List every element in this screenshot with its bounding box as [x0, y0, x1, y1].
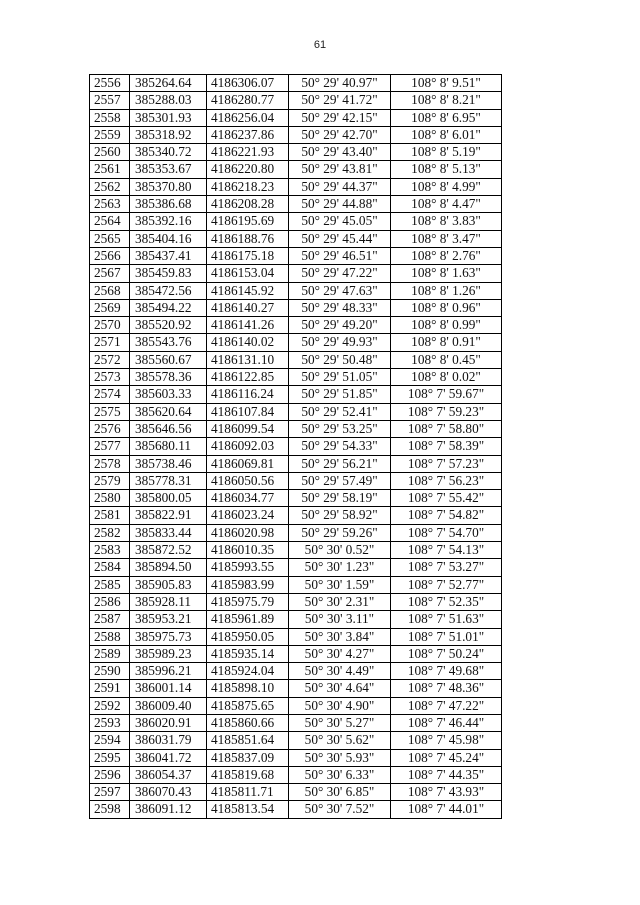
- table-row: [90, 559, 502, 576]
- table-row: [90, 126, 502, 143]
- latitude-cell: 50° 30' 3.11": [289, 611, 391, 628]
- y-coordinate-cell: 4185975.79: [207, 593, 289, 610]
- y-coordinate-cell: 4186131.10: [207, 351, 289, 368]
- latitude-cell: 50° 30' 3.84": [289, 628, 391, 645]
- point-number-cell: 2576: [90, 420, 130, 437]
- longitude-cell: 108° 8' 5.19": [391, 144, 502, 161]
- longitude-cell: 108° 8' 0.96": [391, 299, 502, 316]
- x-coordinate-cell: 385288.03: [130, 92, 207, 109]
- longitude-cell: 108° 8' 0.45": [391, 351, 502, 368]
- table-row: [90, 766, 502, 783]
- point-number-cell: 2567: [90, 265, 130, 282]
- x-coordinate-cell: 385833.44: [130, 524, 207, 541]
- latitude-cell: 50° 30' 5.62": [289, 732, 391, 749]
- point-number-cell: 2591: [90, 680, 130, 697]
- longitude-cell: 108° 7' 46.44": [391, 714, 502, 731]
- point-number-cell: 2563: [90, 196, 130, 213]
- point-number-cell: 2569: [90, 299, 130, 316]
- x-coordinate-cell: 385953.21: [130, 611, 207, 628]
- longitude-cell: 108° 8' 3.83": [391, 213, 502, 230]
- latitude-cell: 50° 30' 4.90": [289, 697, 391, 714]
- x-coordinate-cell: 385386.68: [130, 196, 207, 213]
- x-coordinate-cell: 385370.80: [130, 178, 207, 195]
- x-coordinate-cell: 385800.05: [130, 490, 207, 507]
- latitude-cell: 50° 29' 43.81": [289, 161, 391, 178]
- point-number-cell: 2579: [90, 472, 130, 489]
- x-coordinate-cell: 386020.91: [130, 714, 207, 731]
- x-coordinate-cell: 385989.23: [130, 645, 207, 662]
- longitude-cell: 108° 7' 53.27": [391, 559, 502, 576]
- table-row: [90, 386, 502, 403]
- y-coordinate-cell: 4186020.98: [207, 524, 289, 541]
- table-row: [90, 507, 502, 524]
- y-coordinate-cell: 4185924.04: [207, 663, 289, 680]
- longitude-cell: 108° 8' 0.99": [391, 317, 502, 334]
- x-coordinate-cell: 385494.22: [130, 299, 207, 316]
- latitude-cell: 50° 30' 4.49": [289, 663, 391, 680]
- point-number-cell: 2585: [90, 576, 130, 593]
- point-number-cell: 2588: [90, 628, 130, 645]
- latitude-cell: 50° 30' 4.27": [289, 645, 391, 662]
- x-coordinate-cell: 385738.46: [130, 455, 207, 472]
- longitude-cell: 108° 7' 47.22": [391, 697, 502, 714]
- point-number-cell: 2584: [90, 559, 130, 576]
- point-number-cell: 2574: [90, 386, 130, 403]
- table-row: [90, 611, 502, 628]
- x-coordinate-cell: 385975.73: [130, 628, 207, 645]
- y-coordinate-cell: 4186023.24: [207, 507, 289, 524]
- x-coordinate-cell: 385318.92: [130, 126, 207, 143]
- table-row: [90, 438, 502, 455]
- table-row: [90, 749, 502, 766]
- latitude-cell: 50° 29' 49.20": [289, 317, 391, 334]
- x-coordinate-cell: 386054.37: [130, 766, 207, 783]
- x-coordinate-cell: 385543.76: [130, 334, 207, 351]
- latitude-cell: 50° 29' 56.21": [289, 455, 391, 472]
- y-coordinate-cell: 4186175.18: [207, 247, 289, 264]
- x-coordinate-cell: 385905.83: [130, 576, 207, 593]
- y-coordinate-cell: 4186050.56: [207, 472, 289, 489]
- table-row: [90, 351, 502, 368]
- longitude-cell: 108° 8' 1.63": [391, 265, 502, 282]
- table-row: [90, 576, 502, 593]
- y-coordinate-cell: 4186140.02: [207, 334, 289, 351]
- x-coordinate-cell: 386031.79: [130, 732, 207, 749]
- latitude-cell: 50° 30' 1.23": [289, 559, 391, 576]
- latitude-cell: 50° 29' 52.41": [289, 403, 391, 420]
- latitude-cell: 50° 29' 47.22": [289, 265, 391, 282]
- table-row: [90, 697, 502, 714]
- table-row: [90, 282, 502, 299]
- table-row: [90, 472, 502, 489]
- x-coordinate-cell: 385778.31: [130, 472, 207, 489]
- y-coordinate-cell: 4186218.23: [207, 178, 289, 195]
- latitude-cell: 50° 29' 49.93": [289, 334, 391, 351]
- point-number-cell: 2557: [90, 92, 130, 109]
- longitude-cell: 108° 7' 44.35": [391, 766, 502, 783]
- point-number-cell: 2583: [90, 542, 130, 559]
- y-coordinate-cell: 4186107.84: [207, 403, 289, 420]
- y-coordinate-cell: 4186195.69: [207, 213, 289, 230]
- longitude-cell: 108° 7' 55.42": [391, 490, 502, 507]
- latitude-cell: 50° 29' 54.33": [289, 438, 391, 455]
- longitude-cell: 108° 8' 1.26": [391, 282, 502, 299]
- point-number-cell: 2595: [90, 749, 130, 766]
- table-row: [90, 801, 502, 818]
- point-number-cell: 2596: [90, 766, 130, 783]
- longitude-cell: 108° 7' 59.23": [391, 403, 502, 420]
- latitude-cell: 50° 29' 51.05": [289, 369, 391, 386]
- point-number-cell: 2581: [90, 507, 130, 524]
- x-coordinate-cell: 386001.14: [130, 680, 207, 697]
- table-row: [90, 196, 502, 213]
- x-coordinate-cell: 385560.67: [130, 351, 207, 368]
- y-coordinate-cell: 4185950.05: [207, 628, 289, 645]
- longitude-cell: 108° 7' 45.24": [391, 749, 502, 766]
- x-coordinate-cell: 385680.11: [130, 438, 207, 455]
- latitude-cell: 50° 30' 7.52": [289, 801, 391, 818]
- latitude-cell: 50° 30' 6.85": [289, 784, 391, 801]
- y-coordinate-cell: 4186237.86: [207, 126, 289, 143]
- table-row: [90, 161, 502, 178]
- table-row: [90, 247, 502, 264]
- point-number-cell: 2568: [90, 282, 130, 299]
- latitude-cell: 50° 29' 42.15": [289, 109, 391, 126]
- table-row: [90, 75, 502, 92]
- y-coordinate-cell: 4185935.14: [207, 645, 289, 662]
- y-coordinate-cell: 4186010.35: [207, 542, 289, 559]
- longitude-cell: 108° 8' 8.21": [391, 92, 502, 109]
- table-row: [90, 714, 502, 731]
- y-coordinate-cell: 4186280.77: [207, 92, 289, 109]
- longitude-cell: 108° 7' 50.24": [391, 645, 502, 662]
- x-coordinate-cell: 385603.33: [130, 386, 207, 403]
- point-number-cell: 2582: [90, 524, 130, 541]
- latitude-cell: 50° 29' 40.97": [289, 75, 391, 92]
- longitude-cell: 108° 7' 44.01": [391, 801, 502, 818]
- table-row: [90, 645, 502, 662]
- latitude-cell: 50° 29' 51.85": [289, 386, 391, 403]
- longitude-cell: 108° 7' 43.93": [391, 784, 502, 801]
- latitude-cell: 50° 30' 4.64": [289, 680, 391, 697]
- longitude-cell: 108° 7' 48.36": [391, 680, 502, 697]
- latitude-cell: 50° 29' 47.63": [289, 282, 391, 299]
- y-coordinate-cell: 4185875.65: [207, 697, 289, 714]
- table-row: [90, 455, 502, 472]
- latitude-cell: 50° 29' 42.70": [289, 126, 391, 143]
- point-number-cell: 2580: [90, 490, 130, 507]
- x-coordinate-cell: 385646.56: [130, 420, 207, 437]
- point-number-cell: 2570: [90, 317, 130, 334]
- point-number-cell: 2559: [90, 126, 130, 143]
- table-row: [90, 542, 502, 559]
- table-row: [90, 593, 502, 610]
- table-row: [90, 178, 502, 195]
- latitude-cell: 50° 29' 45.05": [289, 213, 391, 230]
- x-coordinate-cell: 385620.64: [130, 403, 207, 420]
- page-number: 61: [313, 39, 327, 51]
- table-row: [90, 92, 502, 109]
- coordinates-table: [89, 74, 502, 819]
- x-coordinate-cell: 385264.64: [130, 75, 207, 92]
- point-number-cell: 2589: [90, 645, 130, 662]
- latitude-cell: 50° 30' 1.59": [289, 576, 391, 593]
- longitude-cell: 108° 7' 58.80": [391, 420, 502, 437]
- point-number-cell: 2564: [90, 213, 130, 230]
- y-coordinate-cell: 4186145.92: [207, 282, 289, 299]
- y-coordinate-cell: 4185837.09: [207, 749, 289, 766]
- point-number-cell: 2562: [90, 178, 130, 195]
- y-coordinate-cell: 4186116.24: [207, 386, 289, 403]
- point-number-cell: 2598: [90, 801, 130, 818]
- y-coordinate-cell: 4186122.85: [207, 369, 289, 386]
- point-number-cell: 2560: [90, 144, 130, 161]
- point-number-cell: 2586: [90, 593, 130, 610]
- latitude-cell: 50° 30' 6.33": [289, 766, 391, 783]
- table-row: [90, 732, 502, 749]
- latitude-cell: 50° 29' 53.25": [289, 420, 391, 437]
- y-coordinate-cell: 4185819.68: [207, 766, 289, 783]
- point-number-cell: 2573: [90, 369, 130, 386]
- longitude-cell: 108° 8' 2.76": [391, 247, 502, 264]
- longitude-cell: 108° 7' 56.23": [391, 472, 502, 489]
- point-number-cell: 2565: [90, 230, 130, 247]
- longitude-cell: 108° 8' 4.47": [391, 196, 502, 213]
- table-row: [90, 369, 502, 386]
- y-coordinate-cell: 4186306.07: [207, 75, 289, 92]
- x-coordinate-cell: 385459.83: [130, 265, 207, 282]
- longitude-cell: 108° 8' 3.47": [391, 230, 502, 247]
- latitude-cell: 50° 30' 0.52": [289, 542, 391, 559]
- table-row: [90, 109, 502, 126]
- latitude-cell: 50° 29' 48.33": [289, 299, 391, 316]
- latitude-cell: 50° 29' 41.72": [289, 92, 391, 109]
- x-coordinate-cell: 385578.36: [130, 369, 207, 386]
- point-number-cell: 2578: [90, 455, 130, 472]
- x-coordinate-cell: 386070.43: [130, 784, 207, 801]
- point-number-cell: 2594: [90, 732, 130, 749]
- y-coordinate-cell: 4185898.10: [207, 680, 289, 697]
- point-number-cell: 2593: [90, 714, 130, 731]
- longitude-cell: 108° 8' 9.51": [391, 75, 502, 92]
- table-row: [90, 299, 502, 316]
- x-coordinate-cell: 385404.16: [130, 230, 207, 247]
- longitude-cell: 108° 8' 0.91": [391, 334, 502, 351]
- y-coordinate-cell: 4186069.81: [207, 455, 289, 472]
- x-coordinate-cell: 385996.21: [130, 663, 207, 680]
- y-coordinate-cell: 4186208.28: [207, 196, 289, 213]
- x-coordinate-cell: 386041.72: [130, 749, 207, 766]
- longitude-cell: 108° 7' 59.67": [391, 386, 502, 403]
- latitude-cell: 50° 29' 50.48": [289, 351, 391, 368]
- y-coordinate-cell: 4185983.99: [207, 576, 289, 593]
- longitude-cell: 108° 8' 0.02": [391, 369, 502, 386]
- point-number-cell: 2566: [90, 247, 130, 264]
- longitude-cell: 108° 8' 4.99": [391, 178, 502, 195]
- point-number-cell: 2561: [90, 161, 130, 178]
- longitude-cell: 108° 7' 52.35": [391, 593, 502, 610]
- point-number-cell: 2592: [90, 697, 130, 714]
- latitude-cell: 50° 29' 44.37": [289, 178, 391, 195]
- y-coordinate-cell: 4185860.66: [207, 714, 289, 731]
- y-coordinate-cell: 4186221.93: [207, 144, 289, 161]
- x-coordinate-cell: 385872.52: [130, 542, 207, 559]
- table-row: [90, 680, 502, 697]
- y-coordinate-cell: 4186188.76: [207, 230, 289, 247]
- y-coordinate-cell: 4186220.80: [207, 161, 289, 178]
- longitude-cell: 108° 7' 52.77": [391, 576, 502, 593]
- longitude-cell: 108° 7' 49.68": [391, 663, 502, 680]
- y-coordinate-cell: 4185813.54: [207, 801, 289, 818]
- longitude-cell: 108° 7' 57.23": [391, 455, 502, 472]
- latitude-cell: 50° 29' 59.26": [289, 524, 391, 541]
- y-coordinate-cell: 4186092.03: [207, 438, 289, 455]
- latitude-cell: 50° 30' 5.93": [289, 749, 391, 766]
- longitude-cell: 108° 7' 51.63": [391, 611, 502, 628]
- longitude-cell: 108° 8' 6.01": [391, 126, 502, 143]
- table-row: [90, 213, 502, 230]
- table-row: [90, 490, 502, 507]
- table-row: [90, 334, 502, 351]
- y-coordinate-cell: 4186140.27: [207, 299, 289, 316]
- x-coordinate-cell: 385822.91: [130, 507, 207, 524]
- latitude-cell: 50° 29' 57.49": [289, 472, 391, 489]
- y-coordinate-cell: 4185851.64: [207, 732, 289, 749]
- x-coordinate-cell: 385353.67: [130, 161, 207, 178]
- x-coordinate-cell: 385928.11: [130, 593, 207, 610]
- table-row: [90, 628, 502, 645]
- y-coordinate-cell: 4186141.26: [207, 317, 289, 334]
- x-coordinate-cell: 385472.56: [130, 282, 207, 299]
- point-number-cell: 2597: [90, 784, 130, 801]
- point-number-cell: 2575: [90, 403, 130, 420]
- y-coordinate-cell: 4186099.54: [207, 420, 289, 437]
- x-coordinate-cell: 386091.12: [130, 801, 207, 818]
- point-number-cell: 2571: [90, 334, 130, 351]
- table-row: [90, 663, 502, 680]
- longitude-cell: 108° 8' 5.13": [391, 161, 502, 178]
- latitude-cell: 50° 29' 43.40": [289, 144, 391, 161]
- point-number-cell: 2572: [90, 351, 130, 368]
- longitude-cell: 108° 7' 54.82": [391, 507, 502, 524]
- table-row: [90, 230, 502, 247]
- y-coordinate-cell: 4185811.71: [207, 784, 289, 801]
- y-coordinate-cell: 4186034.77: [207, 490, 289, 507]
- point-number-cell: 2558: [90, 109, 130, 126]
- latitude-cell: 50° 30' 2.31": [289, 593, 391, 610]
- point-number-cell: 2587: [90, 611, 130, 628]
- longitude-cell: 108° 7' 54.70": [391, 524, 502, 541]
- latitude-cell: 50° 30' 5.27": [289, 714, 391, 731]
- longitude-cell: 108° 7' 51.01": [391, 628, 502, 645]
- longitude-cell: 108° 7' 54.13": [391, 542, 502, 559]
- coordinates-table-body: [90, 75, 502, 819]
- latitude-cell: 50° 29' 58.19": [289, 490, 391, 507]
- table-row: [90, 265, 502, 282]
- latitude-cell: 50° 29' 46.51": [289, 247, 391, 264]
- x-coordinate-cell: 386009.40: [130, 697, 207, 714]
- x-coordinate-cell: 385520.92: [130, 317, 207, 334]
- point-number-cell: 2577: [90, 438, 130, 455]
- table-row: [90, 403, 502, 420]
- table-row: [90, 784, 502, 801]
- point-number-cell: 2590: [90, 663, 130, 680]
- x-coordinate-cell: 385392.16: [130, 213, 207, 230]
- longitude-cell: 108° 8' 6.95": [391, 109, 502, 126]
- latitude-cell: 50° 29' 45.44": [289, 230, 391, 247]
- y-coordinate-cell: 4185961.89: [207, 611, 289, 628]
- table-row: [90, 317, 502, 334]
- x-coordinate-cell: 385340.72: [130, 144, 207, 161]
- y-coordinate-cell: 4186153.04: [207, 265, 289, 282]
- table-row: [90, 144, 502, 161]
- table-row: [90, 524, 502, 541]
- y-coordinate-cell: 4186256.04: [207, 109, 289, 126]
- latitude-cell: 50° 29' 58.92": [289, 507, 391, 524]
- longitude-cell: 108° 7' 58.39": [391, 438, 502, 455]
- x-coordinate-cell: 385894.50: [130, 559, 207, 576]
- table-row: [90, 420, 502, 437]
- x-coordinate-cell: 385437.41: [130, 247, 207, 264]
- latitude-cell: 50° 29' 44.88": [289, 196, 391, 213]
- x-coordinate-cell: 385301.93: [130, 109, 207, 126]
- y-coordinate-cell: 4185993.55: [207, 559, 289, 576]
- longitude-cell: 108° 7' 45.98": [391, 732, 502, 749]
- point-number-cell: 2556: [90, 75, 130, 92]
